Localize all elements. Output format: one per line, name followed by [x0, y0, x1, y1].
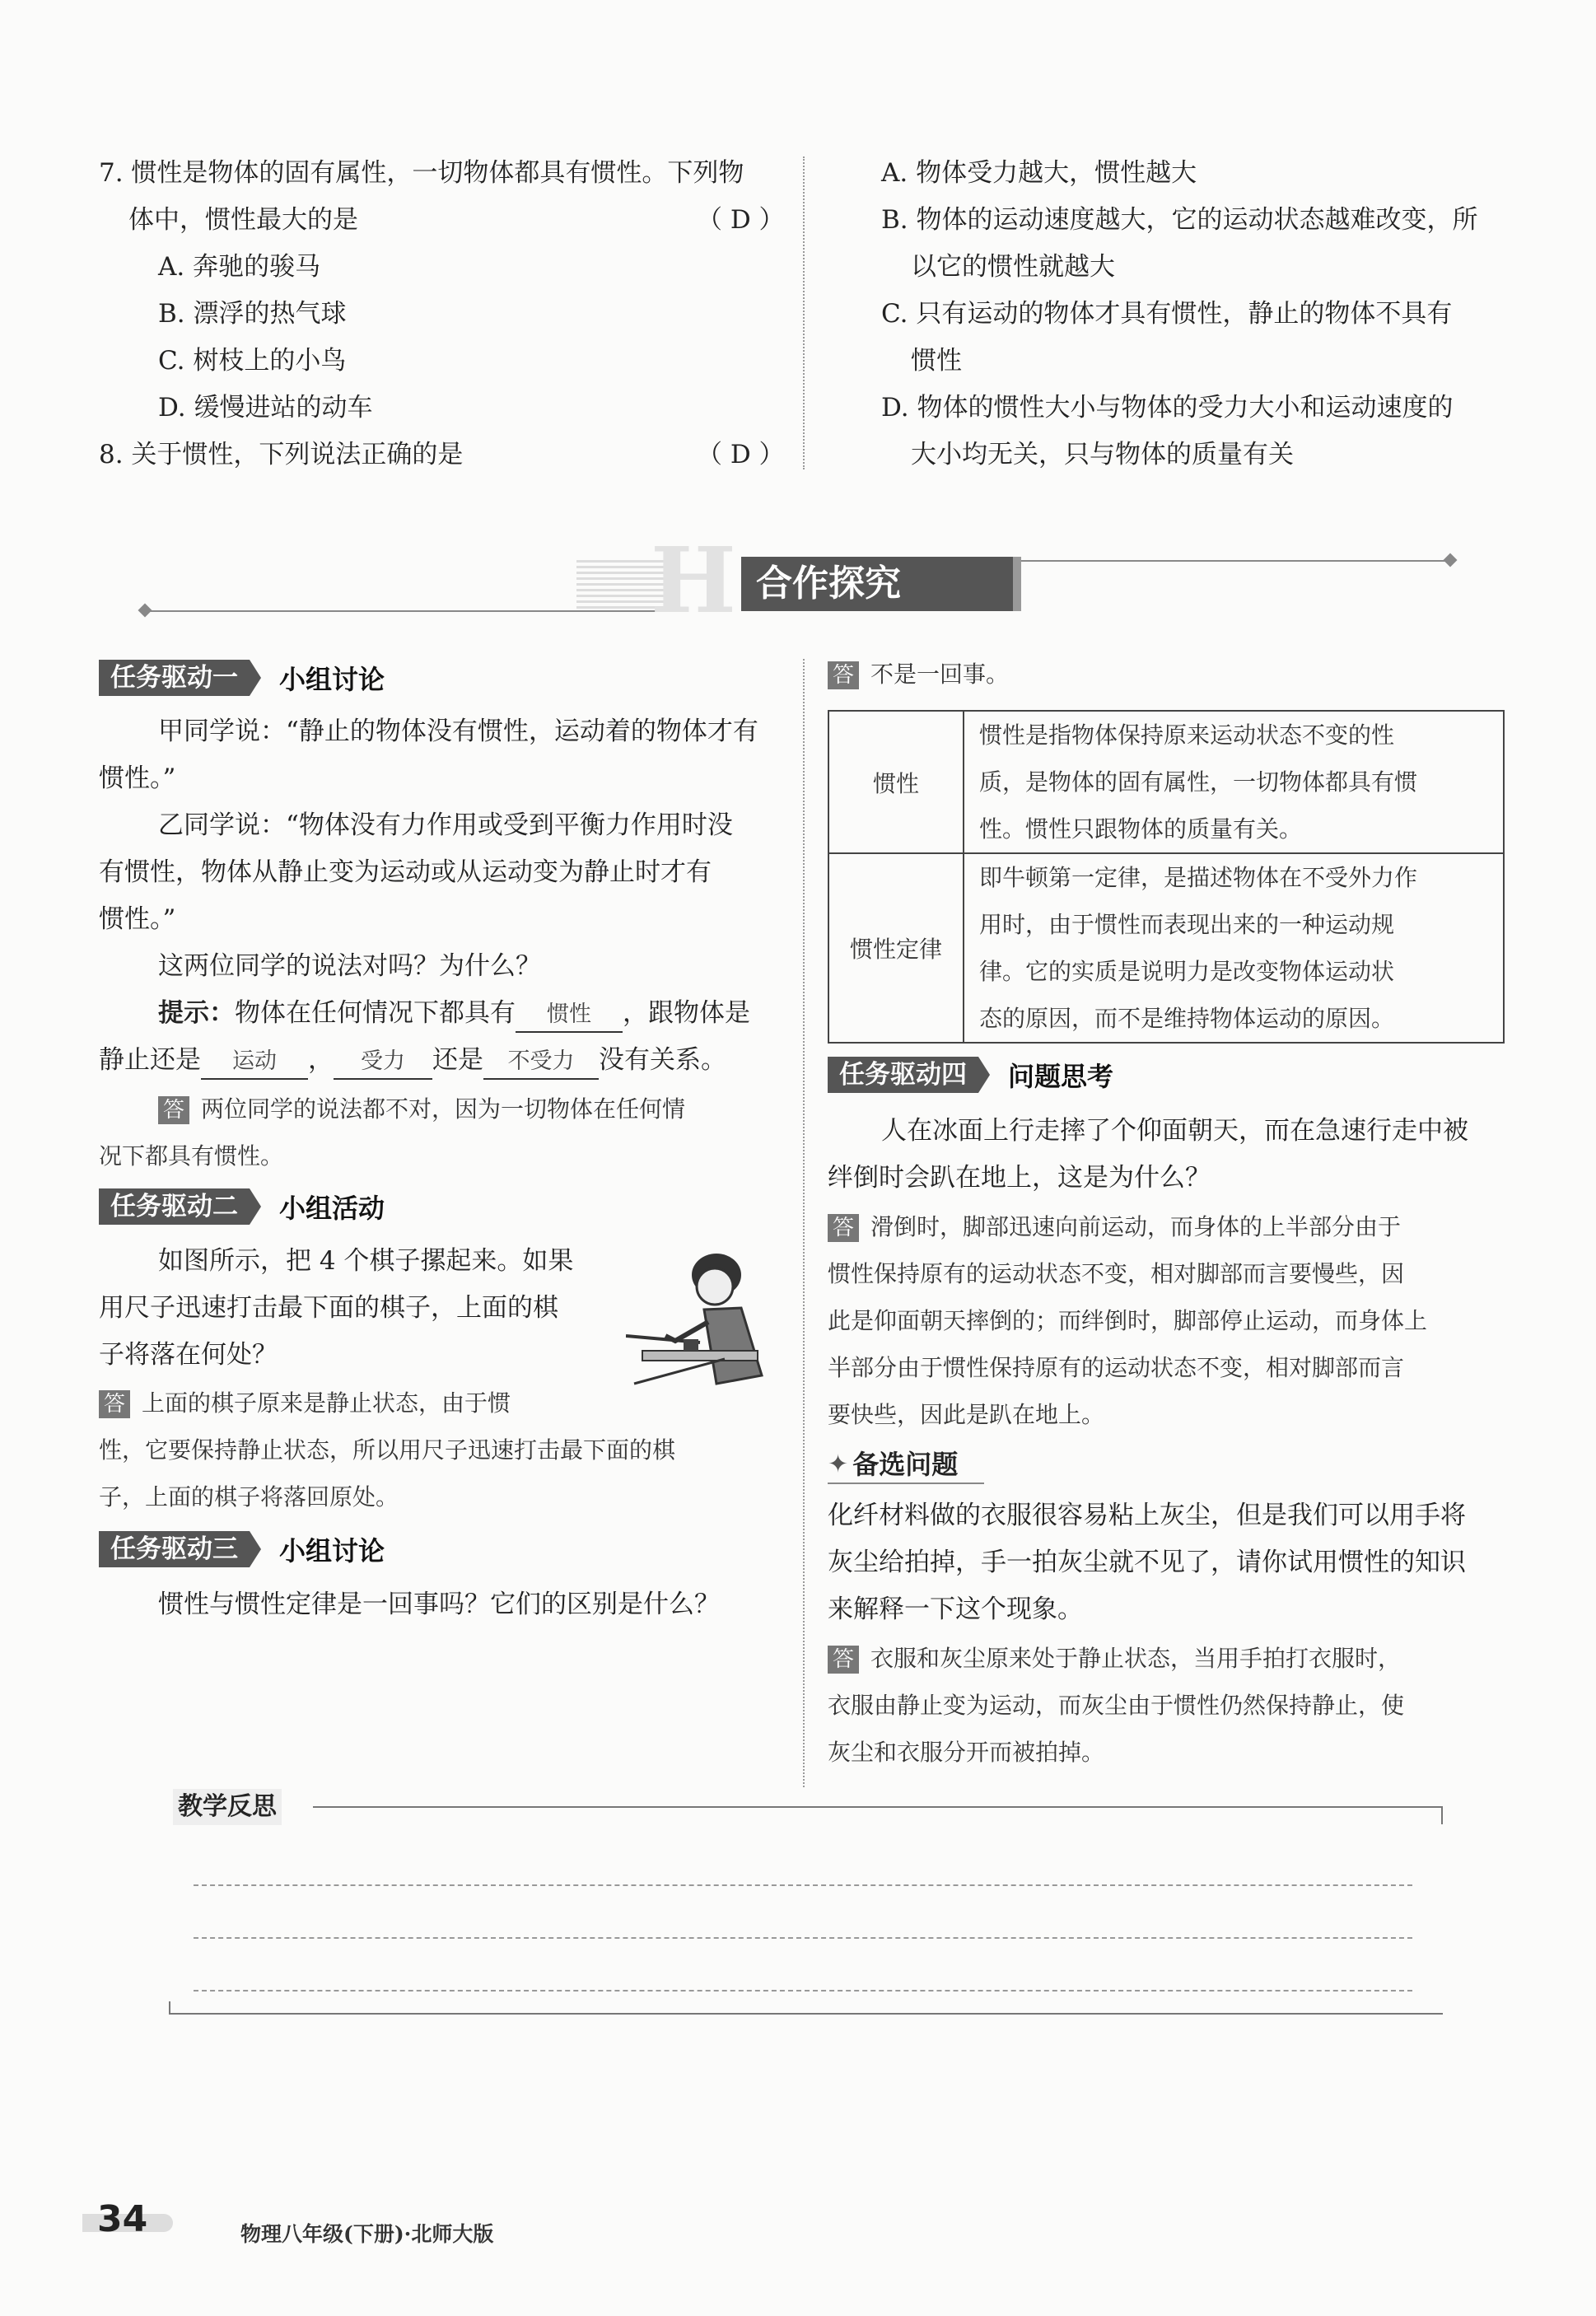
task1-line: 惯性。” [99, 763, 176, 793]
q7-answer: （ D ） [697, 205, 785, 235]
task1-line: 这两位同学的说法对吗？为什么？ [158, 951, 541, 981]
hint-text: ，跟物体是 [623, 998, 750, 1028]
q7-stem-line2: 体中，惯性最大的是 [128, 205, 358, 235]
q7-option-d: D. 缓慢进站的动车 [158, 393, 373, 423]
task1-line: 甲同学说：“静止的物体没有惯性，运动着的物体才有 [158, 717, 758, 746]
q7-option-c: C. 树枝上的小鸟 [158, 346, 347, 376]
table-line: 用时，由于惯性而表现出来的一种运动规 [979, 911, 1395, 938]
task4-line: 绊倒时会趴在地上，这是为什么？ [828, 1163, 1211, 1193]
column-divider-main [803, 659, 805, 1787]
hint-blank-3: 受力 [334, 1045, 432, 1080]
q8-option-b-cont: 以它的惯性就越大 [911, 252, 1115, 282]
table-row [828, 853, 1504, 1043]
task2-badge-arrow [250, 1188, 261, 1225]
task1-hint-line1 [158, 990, 750, 1037]
q7-option-b: B. 漂浮的热气球 [158, 299, 347, 329]
hint-text: 物体在任何情况下都具有 [235, 998, 516, 1028]
task1-answer-line1 [158, 1086, 685, 1132]
inertia-comparison-table [828, 710, 1505, 1044]
q8-option-d-cont: 大小均无关，只与物体的质量有关 [911, 440, 1294, 469]
book-title: 物理八年级(下册)·北师大版 [240, 2222, 494, 2246]
task1-badge-arrow [250, 660, 261, 696]
table-line: 惯性是指物体保持原来运动状态不变的性 [979, 721, 1395, 749]
task4-badge-arrow [978, 1057, 990, 1093]
table-row [828, 711, 1504, 853]
reflection-title: 教学反思 [173, 1789, 282, 1825]
backup-line: 灰尘给拍掉，手一拍灰尘就不见了，请你试用惯性的知识 [828, 1548, 1466, 1577]
task1-line: 惯性。” [99, 904, 176, 934]
task4-badge: 任务驱动四 [828, 1057, 978, 1093]
table-line: 态的原因，而不是维持物体运动的原因。 [979, 1005, 1395, 1032]
reflection-writing-line [194, 1937, 1412, 1939]
hint-text: 还是 [432, 1045, 483, 1075]
task4-answer-line5: 要快些，因此是趴在地上。 [828, 1401, 1105, 1428]
reflection-writing-line [194, 1990, 1412, 1991]
task2-badge: 任务驱动二 [99, 1188, 250, 1225]
banner-letter: H [651, 527, 736, 633]
q8-option-d: D. 物体的惯性大小与物体的受力大小和运动速度的 [881, 393, 1454, 423]
banner-title: 合作探究 [741, 557, 1021, 611]
task2-header [99, 1188, 385, 1226]
table-term: 惯性定律 [828, 853, 964, 1043]
task1-line: 有惯性，物体从静止变为运动或从运动变为静止时才有 [99, 857, 712, 887]
answer-text: 衣服和灰尘原来处于静止状态，当用手拍打衣服时， [870, 1645, 1402, 1672]
table-definition [964, 853, 1504, 1043]
task2-answer-line2: 性，它要保持静止状态，所以用尺子迅速打击最下面的棋 [99, 1436, 676, 1464]
task3-question: 惯性与惯性定律是一回事吗？它们的区别是什么？ [158, 1590, 720, 1619]
task3-badge-arrow [250, 1531, 261, 1567]
q8-option-b: B. 物体的运动速度越大，它的运动状态越难改变，所 [881, 205, 1478, 235]
answer-text: 滑倒时，脚部迅速向前运动，而身体的上半部分由于 [870, 1213, 1402, 1240]
table-line: 质，是物体的固有属性，一切物体都具有惯 [979, 768, 1418, 796]
table-definition [964, 711, 1504, 853]
task3-answer-short [828, 651, 1009, 698]
answer-text: 不是一回事。 [870, 661, 1010, 688]
table-line: 即牛顿第一定律，是描述物体在不受外力作 [979, 864, 1418, 891]
task1-title: 小组讨论 [279, 664, 385, 695]
task3-header [99, 1530, 385, 1568]
hint-separator: ， [308, 1045, 334, 1075]
backup-answer-line1 [828, 1635, 1401, 1682]
hint-blank-4: 不受力 [483, 1045, 599, 1080]
task3-badge: 任务驱动三 [99, 1531, 250, 1567]
backup-line: 来解释一下这个现象。 [828, 1595, 1083, 1624]
column-divider-top [803, 156, 805, 469]
backup-header [828, 1446, 984, 1484]
task1-hint-line2 [99, 1037, 726, 1084]
hint-text: 没有关系。 [599, 1045, 726, 1075]
answer-badge: 答 [828, 1646, 859, 1674]
banner-rule-left [144, 610, 671, 612]
table-line: 性。惯性只跟物体的质量有关。 [979, 815, 1303, 843]
banner-rule-right [1021, 560, 1449, 562]
task1-badge: 任务驱动一 [99, 660, 250, 696]
hint-blank-1: 惯性 [516, 998, 623, 1033]
q8-answer: （ D ） [697, 440, 785, 469]
answer-badge: 答 [99, 1390, 130, 1418]
task4-answer-line2: 惯性保持原有的运动状态不变，相对脚部而言要慢些，因 [828, 1260, 1405, 1287]
task2-line: 如图所示，把 4 个棋子摞起来。如果 [158, 1246, 574, 1276]
answer-text: 上面的棋子原来是静止状态，由于惯 [142, 1389, 511, 1417]
q7-option-a: A. 奔驰的骏马 [158, 252, 321, 282]
task4-header [828, 1056, 1113, 1094]
q8-option-a: A. 物体受力越大，惯性越大 [881, 158, 1197, 188]
task2-line: 用尺子迅速打击最下面的棋子，上面的棋 [99, 1293, 558, 1323]
reflection-frame-bottom [169, 2001, 1443, 2015]
task1-line: 乙同学说：“物体没有力作用或受到平衡力作用时没 [158, 810, 733, 840]
q7-stem-line1: 7. 惯性是物体的固有属性，一切物体都具有惯性。下列物 [99, 158, 744, 188]
task2-line: 子将落在何处？ [99, 1340, 278, 1370]
banner-rule-diamond-right [1444, 553, 1458, 567]
hint-label: 提示： [158, 998, 235, 1028]
banner-rule-diamond-left [138, 604, 152, 618]
task4-answer-line1 [828, 1203, 1401, 1250]
reflection-frame-top [313, 1806, 1443, 1824]
answer-badge: 答 [158, 1096, 189, 1124]
answer-badge: 答 [828, 1214, 859, 1242]
task1-answer-line2: 况下都具有惯性。 [99, 1142, 284, 1170]
answer-badge: 答 [828, 661, 859, 689]
backup-line: 化纤材料做的衣服很容易粘上灰尘，但是我们可以用手将 [828, 1501, 1466, 1530]
reflection-writing-line [194, 1884, 1412, 1886]
task4-answer-line3: 此是仰面朝天摔倒的；而绊倒时，脚部停止运动，而身体上 [828, 1307, 1428, 1334]
hint-text: 静止还是 [99, 1045, 201, 1075]
backup-answer-line3: 灰尘和衣服分开而被拍掉。 [828, 1739, 1105, 1766]
task2-answer-line3: 子，上面的棋子将落回原处。 [99, 1483, 399, 1511]
backup-title: 备选问题 [852, 1449, 959, 1480]
q8-option-c-cont: 惯性 [911, 346, 962, 376]
table-line: 律。它的实质是说明力是改变物体运动状 [979, 958, 1395, 985]
task1-header [99, 659, 385, 697]
backup-answer-line2: 衣服由静止变为运动，而灰尘由于惯性仍然保持静止，使 [828, 1692, 1405, 1719]
q8-option-c: C. 只有运动的物体才具有惯性，静止的物体不具有 [881, 299, 1453, 329]
table-term: 惯性 [828, 711, 964, 853]
task4-line: 人在冰面上行走摔了个仰面朝天，而在急速行走中被 [881, 1116, 1468, 1146]
task4-answer-line4: 半部分由于惯性保持原有的运动状态不变，相对脚部而言 [828, 1354, 1405, 1381]
task4-title: 问题思考 [1008, 1061, 1114, 1092]
answer-text: 两位同学的说法都不对，因为一切物体在任何情 [201, 1095, 686, 1123]
task2-title: 小组活动 [279, 1193, 385, 1224]
page-number: 34 [97, 2198, 148, 2240]
hint-blank-2: 运动 [201, 1045, 308, 1080]
task3-title: 小组讨论 [279, 1535, 385, 1567]
sparkle-icon: ✦ [828, 1450, 849, 1479]
q8-stem: 8. 关于惯性，下列说法正确的是 [99, 440, 464, 469]
striking-chess-pieces-illustration [626, 1244, 791, 1392]
task2-answer-line1 [99, 1380, 511, 1426]
